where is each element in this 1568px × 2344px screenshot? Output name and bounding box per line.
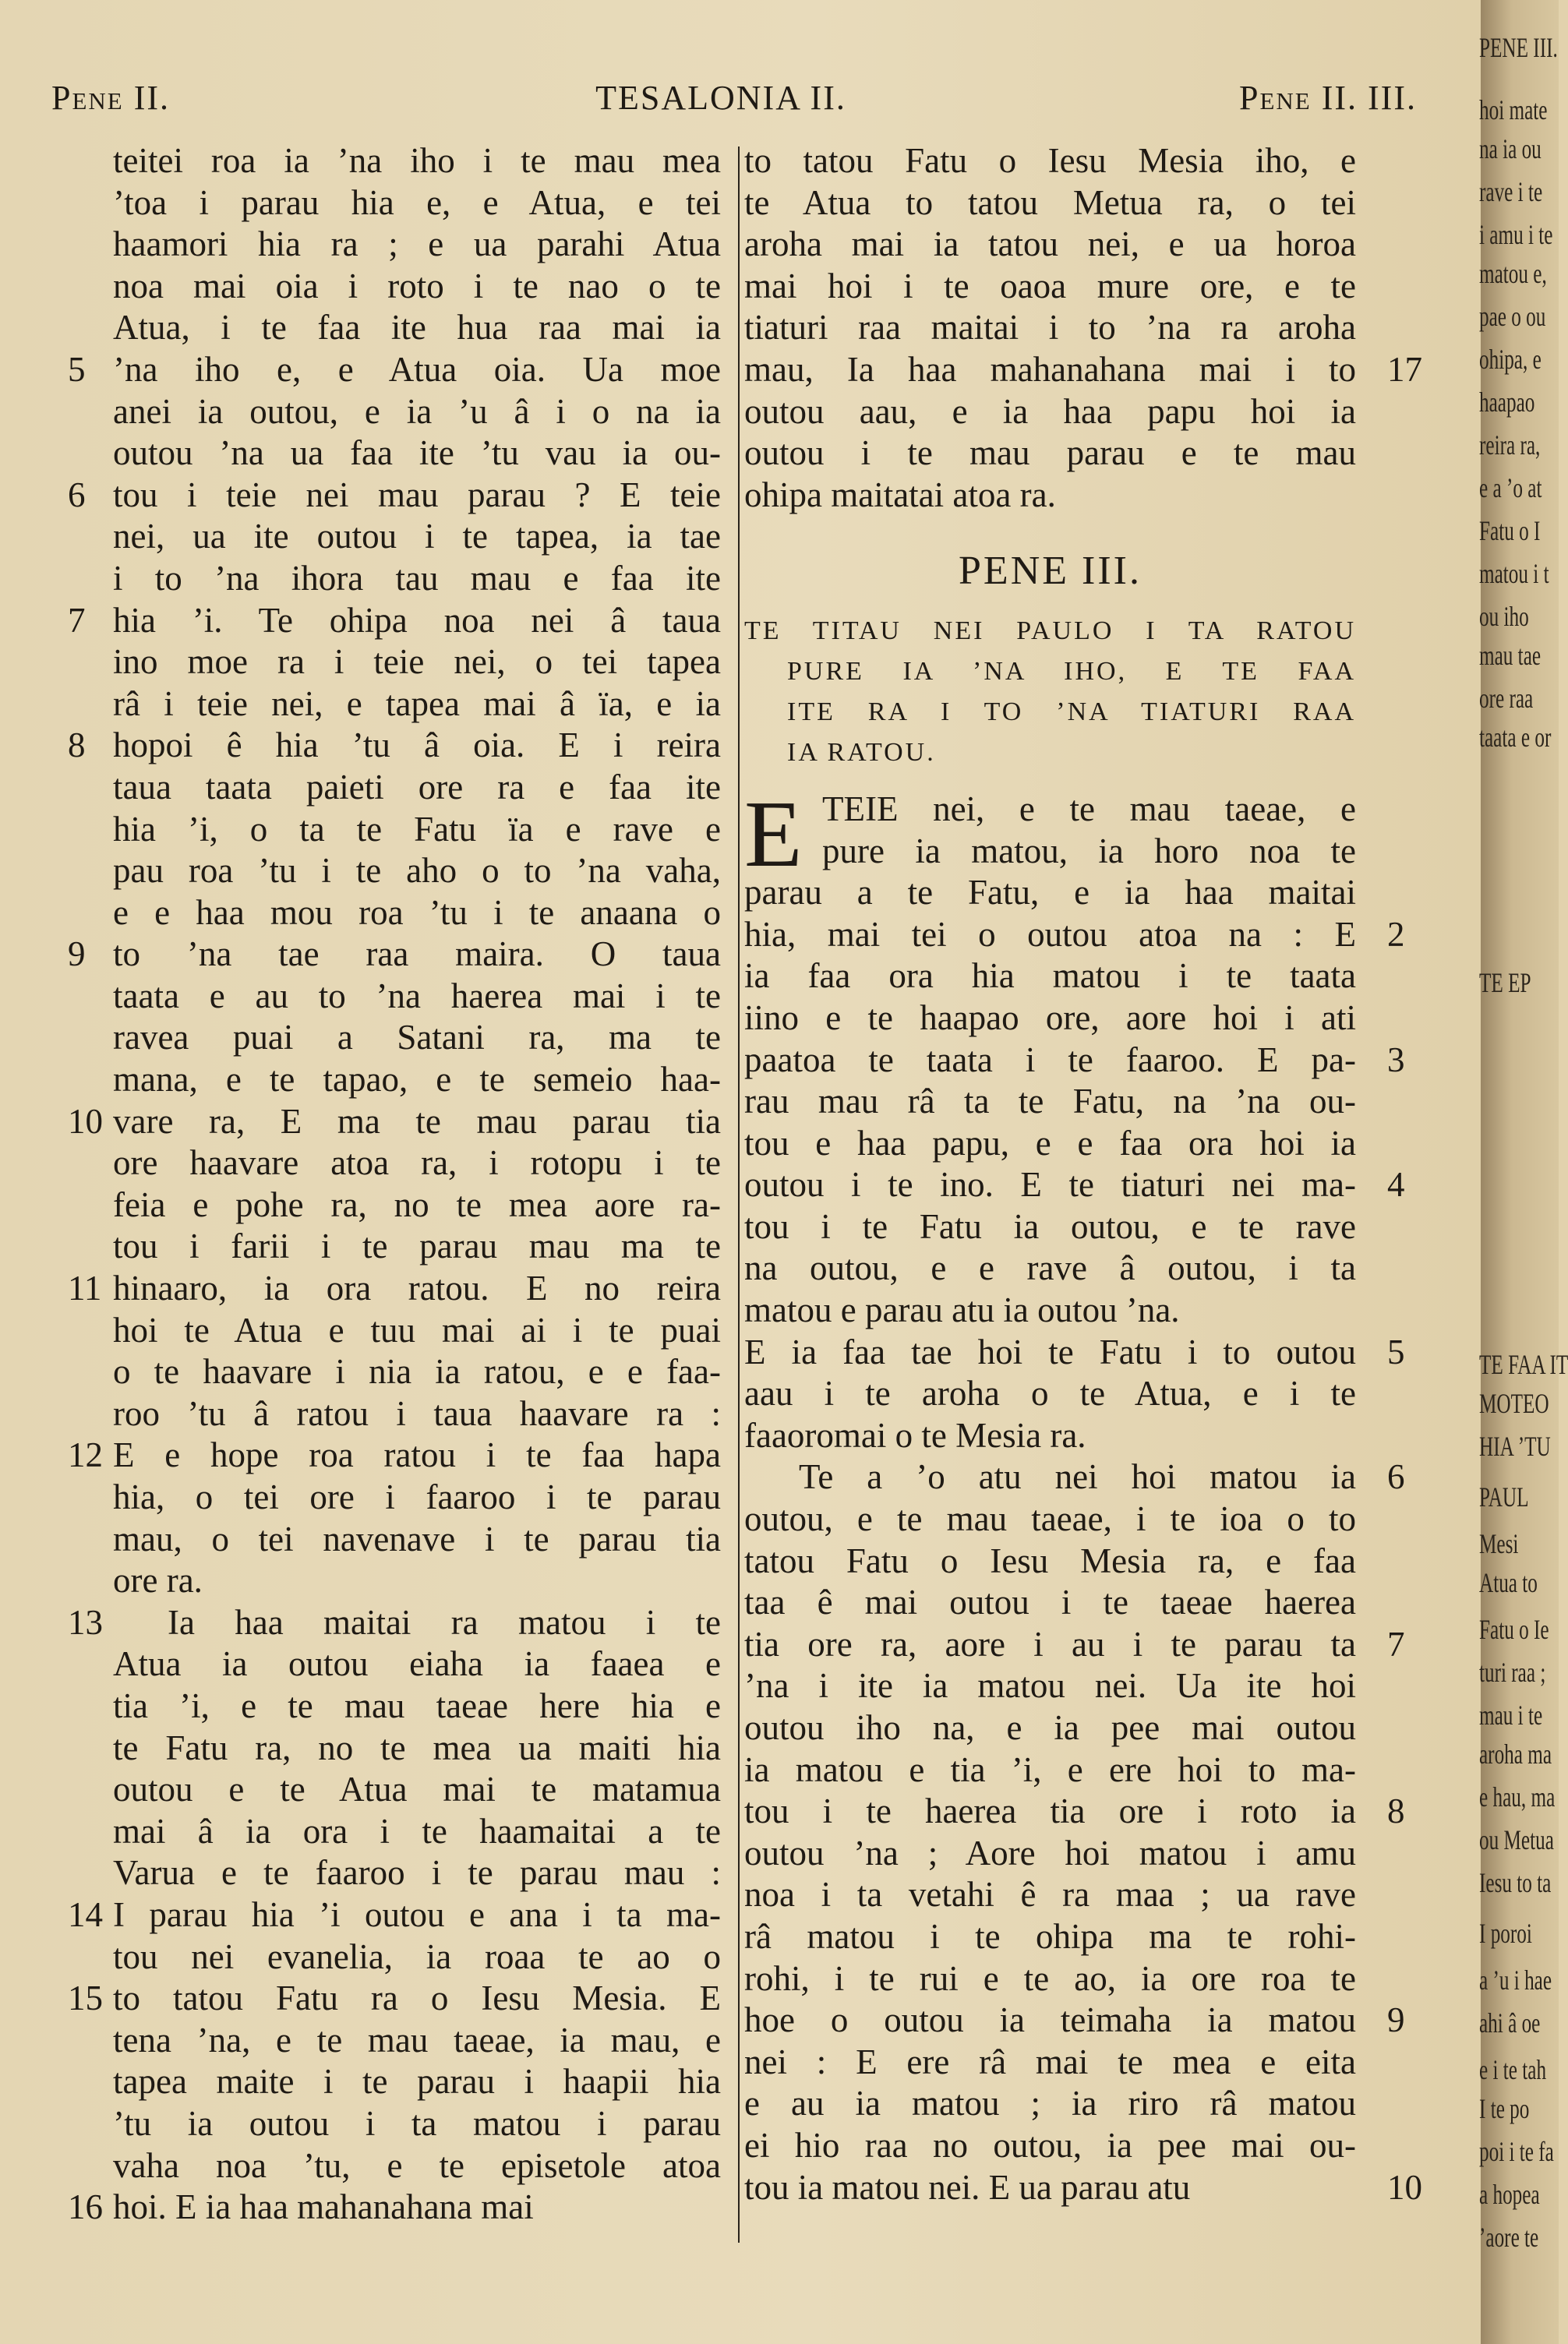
line-text: hia, o tei ore i faaroo i te parau bbox=[113, 1477, 721, 1516]
text-line bbox=[744, 2167, 1422, 2209]
line-text: feia e pohe ra, no te mea aore ra- bbox=[113, 1184, 721, 1224]
text-line bbox=[113, 683, 721, 725]
line-text: ’tu ia outou i ta matou i parau bbox=[113, 2103, 721, 2143]
text-line bbox=[113, 2061, 721, 2103]
text-line bbox=[113, 976, 721, 1018]
verse-number: 3 bbox=[1387, 1040, 1405, 1079]
text-line bbox=[113, 2145, 721, 2187]
text-line bbox=[744, 1373, 1356, 1415]
edge-fragment: mau i te bbox=[1479, 1700, 1543, 1731]
line-text: outou i te mau parau e te mau bbox=[744, 433, 1356, 473]
drop-cap: E bbox=[744, 781, 803, 887]
column-divider bbox=[738, 146, 740, 2243]
text-line bbox=[113, 1728, 721, 1770]
line-text: hoi te Atua e tuu mai ai i te puai bbox=[113, 1310, 721, 1350]
text-line bbox=[744, 307, 1356, 349]
text-line bbox=[113, 224, 721, 266]
line-text: râ i teie nei, e tapea mai â ïa, e ia bbox=[113, 683, 721, 723]
text-line bbox=[744, 2125, 1356, 2167]
edge-fragment: hoi mate bbox=[1479, 94, 1548, 125]
text-line bbox=[744, 140, 1356, 182]
running-header bbox=[0, 78, 1418, 132]
line-text: ore ra. bbox=[113, 1561, 203, 1601]
verse-number: 10 bbox=[1387, 2167, 1422, 2207]
verse-number: 15 bbox=[68, 1979, 103, 2018]
text-line bbox=[744, 1415, 1356, 1457]
line-text: ia matou e tia ’i, e ere hoi to ma- bbox=[744, 1749, 1356, 1789]
edge-fragment: taata e or bbox=[1479, 722, 1552, 753]
line-text: hinaaro, ia ora ratou. E no reira bbox=[113, 1269, 721, 1308]
line-text: e au ia matou ; ia riro râ matou bbox=[744, 2084, 1356, 2123]
line-text: I parau hia ’i outou e ana i ta ma- bbox=[113, 1894, 721, 1934]
edge-fragment: MOTEO bbox=[1479, 1388, 1549, 1419]
text-line bbox=[113, 641, 721, 683]
chapter-opening bbox=[744, 781, 1356, 887]
text-line bbox=[744, 1874, 1356, 1916]
edge-fragment: matou i t bbox=[1479, 558, 1549, 589]
text-line bbox=[113, 1852, 721, 1894]
edge-fragment: ahi â oe bbox=[1479, 2007, 1541, 2039]
text-line bbox=[68, 1602, 721, 1644]
edge-fragment: rave i te bbox=[1479, 176, 1543, 207]
edge-fragment: ore raa bbox=[1479, 683, 1534, 714]
text-line bbox=[744, 432, 1356, 475]
line-text: Ia haa maitai ra matou i te bbox=[168, 1602, 721, 1642]
line-text: te Fatu ra, no te mea ua maiti hia bbox=[113, 1728, 721, 1767]
line-text: hia, mai tei o outou atoa na : E bbox=[744, 914, 1356, 954]
right-column bbox=[744, 140, 1422, 2275]
line-text: hia ’i. Te ohipa noa nei â taua bbox=[113, 600, 721, 640]
text-line bbox=[68, 1435, 721, 1477]
text-line bbox=[744, 1624, 1405, 1666]
text-line bbox=[113, 850, 721, 892]
line-text: haamori hia ra ; e ua parahi Atua bbox=[113, 224, 721, 264]
line-text: vare ra, E ma te mau parau tia bbox=[113, 1101, 721, 1141]
edge-fragment: TE FAA IT bbox=[1479, 1349, 1568, 1380]
text-line bbox=[113, 1142, 721, 1184]
text-line bbox=[744, 182, 1356, 224]
left-column bbox=[68, 140, 721, 2275]
text-line bbox=[744, 1290, 1356, 1332]
line-text: to tatou Fatu ra o Iesu Mesia. E bbox=[113, 1979, 721, 2018]
line-text: o te haavare i nia ia ratou, e e faa- bbox=[113, 1352, 721, 1392]
text-line bbox=[113, 892, 721, 934]
text-line bbox=[113, 140, 721, 182]
edge-fragment: haapao bbox=[1479, 387, 1535, 418]
text-line bbox=[744, 1541, 1356, 1583]
edge-fragment: ohipa, e bbox=[1479, 344, 1542, 375]
text-line bbox=[744, 1040, 1405, 1082]
line-text: anei ia outou, e ia ’u â i o na ia bbox=[113, 391, 721, 431]
line-text: na outou, e e rave â outou, i ta bbox=[744, 1248, 1356, 1288]
text-line bbox=[744, 266, 1356, 308]
text-line bbox=[113, 1017, 721, 1059]
text-line bbox=[744, 1916, 1356, 1958]
verse-number: 14 bbox=[68, 1894, 103, 1934]
line-text: to ’na tae raa maira. O taua bbox=[113, 934, 721, 974]
facing-page-edge bbox=[1473, 0, 1568, 2344]
line-text: rau mau râ ta te Fatu, na ’na ou- bbox=[744, 1082, 1356, 1121]
line-text: taa ê mai outou i te taeae haerea bbox=[744, 1583, 1356, 1622]
verse-number: 6 bbox=[1387, 1457, 1405, 1497]
text-line bbox=[113, 809, 721, 851]
line-text: outou iho na, e ia pee mai outou bbox=[744, 1708, 1356, 1747]
text-line bbox=[744, 1123, 1356, 1165]
line-text: e e haa mou roa ’tu i te anaana o bbox=[113, 892, 721, 932]
line-text: E ia faa tae hoi te Fatu i to outou bbox=[744, 1332, 1356, 1371]
line-text: hoi. E ia haa mahanahana mai bbox=[113, 2187, 534, 2227]
text-line bbox=[744, 1749, 1356, 1792]
edge-fragment: Iesu to ta bbox=[1479, 1867, 1552, 1898]
line-text: tou e haa papu, e e faa ora hoi ia bbox=[744, 1123, 1356, 1163]
text-line bbox=[744, 1499, 1356, 1541]
line-text: nei : E ere râ mai te mea e eita bbox=[744, 2042, 1356, 2081]
text-line bbox=[744, 1582, 1356, 1624]
verse-number: 2 bbox=[1387, 914, 1405, 954]
edge-fragment: HIA ’TU bbox=[1479, 1431, 1551, 1462]
text-line bbox=[68, 1268, 721, 1310]
edge-fragment: mau tae bbox=[1479, 640, 1542, 671]
header-right: Pene II. III. bbox=[1239, 79, 1417, 117]
text-line bbox=[68, 349, 721, 391]
text-line bbox=[744, 1958, 1356, 2000]
summary-line: PURE IA ’NA IHO, E TE FAA bbox=[787, 656, 1356, 686]
chapter-summary bbox=[744, 611, 1356, 773]
line-text: Te a ’o atu nei hoi matou ia bbox=[799, 1457, 1356, 1497]
text-line bbox=[744, 872, 1356, 914]
text-line bbox=[68, 475, 721, 517]
verse-number: 7 bbox=[1387, 1624, 1405, 1664]
chapter-heading: PENE III. bbox=[959, 549, 1142, 594]
line-text: pau roa ’tu i te aho o to ’na vaha, bbox=[113, 851, 721, 891]
edge-fragment: e i te tah bbox=[1479, 2054, 1547, 2085]
line-text: mana, e te tapao, e te semeio haa- bbox=[113, 1060, 721, 1100]
line-text: i to ’na ihora tau mau e faa ite bbox=[113, 558, 721, 598]
edge-fragment: Fatu o I bbox=[1479, 515, 1541, 546]
line-text: hopoi ê hia ’tu â oia. E i reira bbox=[113, 725, 721, 765]
line-text: taua taata paieti ore ra e faa ite bbox=[113, 767, 721, 807]
text-line bbox=[744, 1206, 1356, 1248]
verse-number: 11 bbox=[68, 1269, 102, 1308]
line-text: ia faa ora hia matou i te taata bbox=[744, 956, 1356, 996]
text-line bbox=[744, 1665, 1356, 1707]
line-text: hoe o outou ia teimaha ia matou bbox=[744, 2000, 1356, 2040]
edge-fragment: turi raa ; bbox=[1479, 1657, 1546, 1688]
line-text: ravea puai a Satani ra, ma te bbox=[113, 1018, 721, 1057]
edge-fragment: a ’u i hae bbox=[1479, 1965, 1552, 1996]
verse-number: 9 bbox=[1387, 2000, 1405, 2040]
text-line bbox=[68, 1894, 721, 1936]
edge-fragment: e hau, ma bbox=[1479, 1781, 1556, 1813]
line-text: tapea maite i te parau i haapii hia bbox=[113, 2062, 721, 2102]
edge-fragment: e a ’o at bbox=[1479, 472, 1542, 503]
text-line bbox=[113, 1811, 721, 1853]
line-text: mau, Ia haa mahanahana mai i to bbox=[744, 349, 1356, 389]
line-text: tiaturi raa maitai i to ’na ra aroha bbox=[744, 308, 1356, 348]
text-line bbox=[113, 767, 721, 809]
edge-fragment: na ia ou bbox=[1479, 133, 1542, 164]
edge-fragment: aroha ma bbox=[1479, 1739, 1552, 1770]
line-text: outou ’na ua faa ite ’tu vau ia ou- bbox=[113, 433, 721, 473]
edge-fragment: Atua to bbox=[1479, 1567, 1538, 1598]
drop-line: pure ia matou, ia horo noa te bbox=[822, 831, 1356, 870]
edge-fragment: i amu i te bbox=[1479, 219, 1553, 250]
verse-number: 5 bbox=[1387, 1332, 1405, 1371]
edge-fragment: ’aore te bbox=[1479, 2222, 1539, 2253]
header-center: TESALONIA II. bbox=[595, 79, 846, 117]
text-line bbox=[113, 307, 721, 349]
edge-fragment: ou iho bbox=[1479, 601, 1529, 632]
line-text: tou i teie nei mau parau ? E teie bbox=[113, 475, 721, 514]
line-text: teitei roa ia ’na iho i te mau mea bbox=[113, 141, 721, 180]
edge-fragment: PAUL bbox=[1479, 1481, 1529, 1513]
line-text: râ matou i te ohipa ma te rohi- bbox=[744, 1916, 1356, 1956]
line-text: faaoromai o te Mesia ra. bbox=[744, 1415, 1086, 1455]
text-line bbox=[113, 1519, 721, 1561]
verse-number: 6 bbox=[68, 475, 86, 514]
line-text: tena ’na, e te mau taeae, ia mau, e bbox=[113, 2020, 721, 2060]
text-line bbox=[744, 2042, 1356, 2084]
text-line bbox=[744, 914, 1405, 956]
text-line bbox=[113, 558, 721, 600]
text-line bbox=[744, 1332, 1405, 1374]
line-text: E e hope roa ratou i te faa hapa bbox=[113, 1435, 721, 1475]
header-left: Pene II. bbox=[51, 79, 171, 117]
text-line bbox=[68, 2187, 721, 2229]
text-line bbox=[68, 934, 721, 976]
edge-fragment: PENE III. bbox=[1479, 32, 1558, 63]
line-text: Varua e te faaroo i te parau mau : bbox=[113, 1853, 721, 1893]
verse-number: 4 bbox=[1387, 1165, 1405, 1205]
line-text: tia ’i, e te mau taeae here hia e bbox=[113, 1686, 721, 1725]
line-text: outou, e te mau taeae, i te ioa o to bbox=[744, 1499, 1356, 1539]
verse-number: 17 bbox=[1387, 349, 1422, 389]
line-text: ore haavare atoa ra, i rotopu i te bbox=[113, 1143, 721, 1183]
edge-fragment: I poroi bbox=[1479, 1918, 1532, 1949]
line-text: noa i ta vetahi ê ra maa ; ua rave bbox=[744, 1875, 1356, 1915]
text-line bbox=[113, 1310, 721, 1352]
line-text: ei hio raa no outou, ia pee mai ou- bbox=[744, 2125, 1356, 2165]
edge-fragment: a hopea bbox=[1479, 2179, 1540, 2210]
right-column-bottom bbox=[744, 872, 1422, 2208]
summary-line: IA RATOU. bbox=[787, 737, 936, 767]
text-line bbox=[744, 1707, 1356, 1749]
text-line bbox=[113, 1686, 721, 1728]
line-text: tou i te haerea tia ore i roto ia bbox=[744, 1792, 1356, 1831]
verse-number: 16 bbox=[68, 2187, 103, 2227]
verse-number: 7 bbox=[68, 600, 86, 640]
line-text: tou nei evanelia, ia roaa te ao o bbox=[113, 1936, 721, 1976]
line-text: tia ore ra, aore i au i te parau ta bbox=[744, 1624, 1356, 1664]
edge-fragment: reira ra, bbox=[1479, 429, 1541, 461]
line-text: rohi, i te rui e te ao, ia ore roa te bbox=[744, 1958, 1356, 1998]
text-line bbox=[113, 1059, 721, 1101]
verse-number: 8 bbox=[1387, 1792, 1405, 1831]
text-line bbox=[113, 1477, 721, 1519]
text-line bbox=[113, 266, 721, 308]
text-line bbox=[113, 432, 721, 475]
text-line bbox=[744, 1456, 1405, 1499]
line-text: taata e au to ’na haerea mai i te bbox=[113, 976, 721, 1015]
verse-number: 8 bbox=[68, 725, 86, 765]
line-text: to tatou Fatu o Iesu Mesia iho, e bbox=[744, 141, 1356, 180]
line-text: te Atua to tatou Metua ra, o tei bbox=[744, 182, 1356, 222]
text-line bbox=[68, 600, 721, 642]
text-line bbox=[113, 2103, 721, 2145]
edge-fragment: poi i te fa bbox=[1479, 2136, 1554, 2167]
text-line bbox=[113, 1226, 721, 1268]
text-line bbox=[744, 1081, 1356, 1123]
line-text: nei, ua ite outou i te tapea, ia tae bbox=[113, 517, 721, 556]
text-line bbox=[68, 1978, 721, 2020]
line-text: Atua, i te faa ite hua raa mai ia bbox=[113, 308, 721, 348]
verse-number: 5 bbox=[68, 349, 86, 389]
text-line bbox=[744, 997, 1356, 1040]
text-line bbox=[744, 955, 1356, 997]
line-text: hia ’i, o ta te Fatu ïa e rave e bbox=[113, 809, 721, 849]
text-line bbox=[68, 725, 721, 767]
text-line bbox=[113, 516, 721, 558]
line-text: ’na i ite ia matou nei. Ua ite hoi bbox=[744, 1666, 1356, 1706]
line-text: tatou Fatu o Iesu Mesia ra, e faa bbox=[744, 1541, 1356, 1580]
line-text: ohipa maitatai atoa ra. bbox=[744, 475, 1056, 514]
line-text: paatoa te taata i te faaroo. E pa- bbox=[744, 1040, 1356, 1079]
text-line bbox=[113, 2020, 721, 2062]
text-line bbox=[744, 1248, 1356, 1290]
edge-fragment: Fatu o Ie bbox=[1479, 1614, 1549, 1645]
verse-number: 13 bbox=[68, 1602, 103, 1642]
line-text: ’na iho e, e Atua oia. Ua moe bbox=[113, 349, 721, 389]
edge-fragment: I te po bbox=[1479, 2093, 1530, 2124]
text-line bbox=[744, 2000, 1405, 2042]
text-line bbox=[744, 2083, 1356, 2125]
text-line bbox=[113, 1184, 721, 1227]
line-text: tou ia matou nei. E ua parau atu bbox=[744, 2167, 1191, 2207]
verse-number: 12 bbox=[68, 1435, 103, 1475]
verse-number: 10 bbox=[68, 1101, 103, 1141]
text-line bbox=[744, 224, 1356, 266]
line-text: outou aau, e ia haa papu hoi ia bbox=[744, 391, 1356, 431]
text-line bbox=[113, 1560, 721, 1602]
edge-fragment: pae o ou bbox=[1479, 301, 1546, 332]
line-text: outou i te ino. E te tiaturi nei ma- bbox=[744, 1165, 1356, 1205]
text-line bbox=[113, 1393, 721, 1435]
text-line bbox=[744, 1164, 1405, 1206]
text-line bbox=[113, 1643, 721, 1686]
text-line bbox=[744, 1833, 1356, 1875]
drop-line: TEIE nei, e te mau taeae, e bbox=[822, 789, 1356, 828]
line-text: noa mai oia i roto i te nao o te bbox=[113, 266, 721, 305]
edge-fragment: TE EP bbox=[1479, 967, 1531, 998]
drop-cap-lines bbox=[744, 789, 1356, 872]
line-text: tou i te Fatu ia outou, e te rave bbox=[744, 1206, 1356, 1246]
line-text: roo ’tu â ratou i taua haavare ra : bbox=[113, 1393, 721, 1433]
line-text: Atua ia outou eiaha ia faaea e bbox=[113, 1644, 721, 1684]
text-line bbox=[113, 182, 721, 224]
line-text: mai â ia ora i te haamaitai a te bbox=[113, 1811, 721, 1851]
summary-line: ITE RA I TO ’NA TIATURI RAA bbox=[787, 697, 1356, 726]
line-text: aroha mai ia tatou nei, e ua horoa bbox=[744, 224, 1356, 264]
text-line bbox=[113, 1351, 721, 1393]
line-text: iino e te haapao ore, aore hoi i ati bbox=[744, 997, 1356, 1037]
verse-number: 9 bbox=[68, 934, 86, 974]
edge-fragment: ou Metua bbox=[1479, 1824, 1554, 1855]
text-line bbox=[68, 1101, 721, 1143]
line-text: ino moe ra i teie nei, o tei tapea bbox=[113, 642, 721, 682]
text-line bbox=[113, 1936, 721, 1979]
line-text: mau, o tei navenave i te parau tia bbox=[113, 1519, 721, 1559]
line-text: parau a te Fatu, e ia haa maitai bbox=[744, 873, 1356, 913]
text-line bbox=[113, 391, 721, 433]
edge-fragment: Mesi bbox=[1479, 1528, 1519, 1559]
text-line bbox=[744, 349, 1422, 391]
line-text: ’toa i parau hia e, e Atua, e tei bbox=[113, 182, 721, 222]
text-line bbox=[113, 1769, 721, 1811]
text-line bbox=[744, 475, 1356, 517]
summary-line: TE TITAU NEI PAULO I TA RATOU bbox=[744, 616, 1356, 645]
line-text: matou e parau atu ia outou ’na. bbox=[744, 1290, 1180, 1330]
line-text: aau i te aroha o te Atua, e i te bbox=[744, 1374, 1356, 1414]
line-text: mai hoi i te oaoa mure ore, e te bbox=[744, 266, 1356, 305]
line-text: tou i farii i te parau mau ma te bbox=[113, 1227, 721, 1266]
edge-fragment: matou e, bbox=[1479, 258, 1547, 289]
line-text: vaha noa ’tu, e te episetole atoa bbox=[113, 2145, 721, 2185]
text-line bbox=[744, 391, 1356, 433]
right-column-top bbox=[744, 140, 1422, 516]
line-text: outou e te Atua mai te matamua bbox=[113, 1770, 721, 1809]
line-text: outou ’na ; Aore hoi matou i amu bbox=[744, 1833, 1356, 1873]
text-line bbox=[744, 1791, 1405, 1833]
